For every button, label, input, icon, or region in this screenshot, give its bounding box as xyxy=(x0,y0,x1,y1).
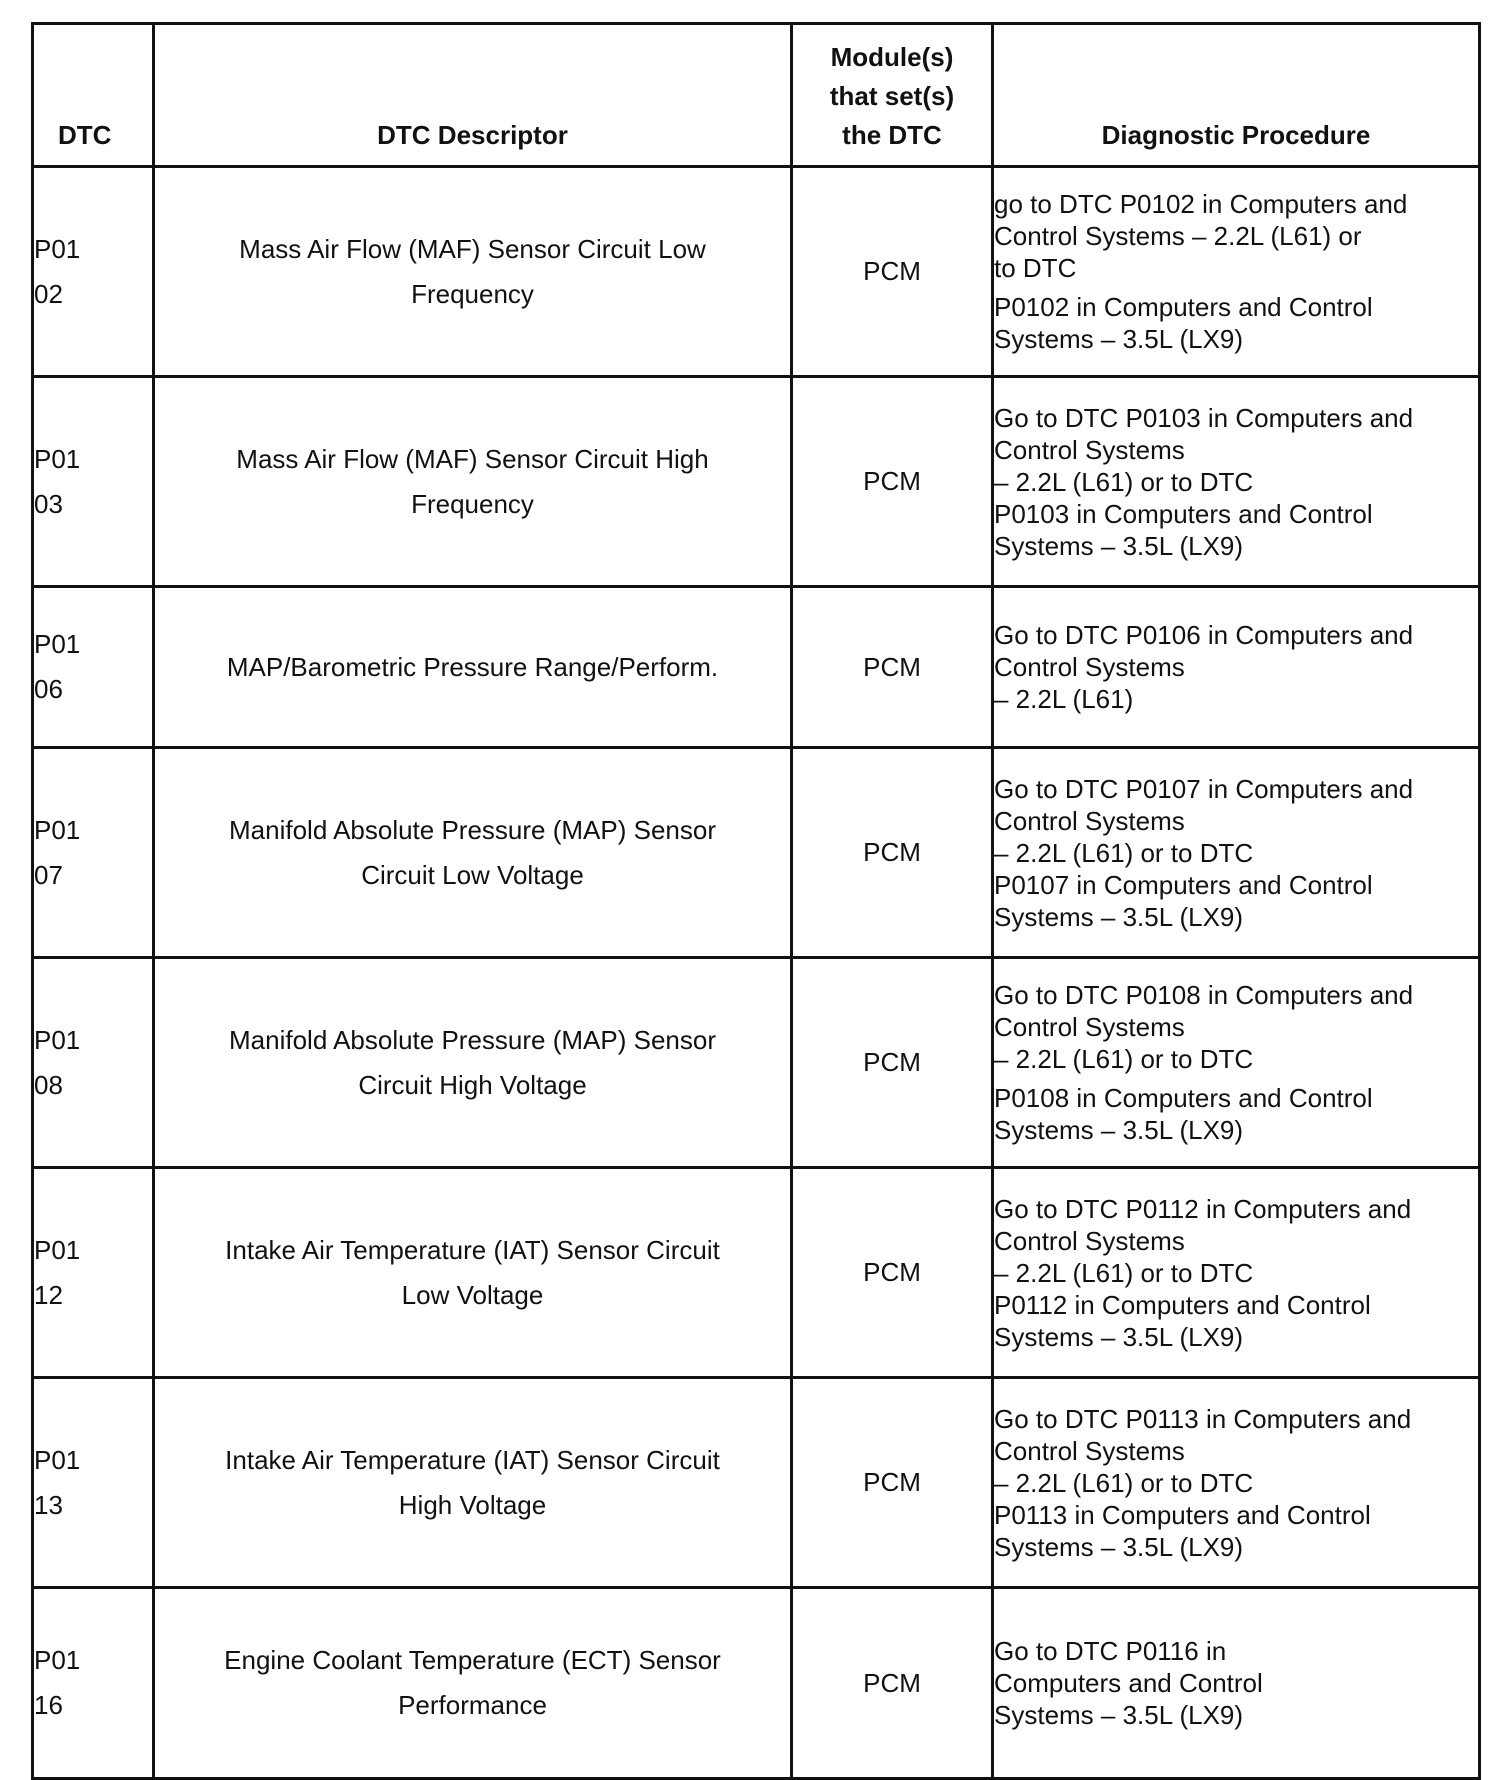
descriptor-line: Mass Air Flow (MAF) Sensor Circuit High xyxy=(236,443,709,474)
procedure-line: Control Systems xyxy=(994,1435,1185,1466)
descriptor-line: Intake Air Temperature (IAT) Sensor Circuit xyxy=(225,1444,720,1475)
header-row xyxy=(33,24,1480,167)
dtc-code-line: 06 xyxy=(34,674,63,704)
dtc-code-line: P01 xyxy=(34,1024,81,1055)
procedure-line: Go to DTC P0116 in xyxy=(994,1636,1227,1666)
procedure-line: P0113 in Computers and Control xyxy=(994,1499,1371,1530)
dtc-code xyxy=(33,958,154,1168)
dtc-code xyxy=(33,1588,154,1779)
dtc-code xyxy=(33,377,154,587)
procedure-line: Systems – 3.5L (LX9) xyxy=(994,901,1244,932)
procedure-line: – 2.2L (L61) or to DTC xyxy=(994,466,1254,497)
procedure-line: P0108 in Computers and Control xyxy=(994,1083,1373,1113)
descriptor-line: Manifold Absolute Pressure (MAP) Sensor xyxy=(229,814,716,845)
dtc-descriptor xyxy=(154,167,792,377)
procedure-line: Control Systems xyxy=(994,434,1185,465)
dtc-code-line: 03 xyxy=(34,488,63,519)
table-row xyxy=(33,1168,1480,1378)
module-cell: PCM xyxy=(792,167,993,377)
descriptor-line: Intake Air Temperature (IAT) Sensor Circuit xyxy=(225,1234,720,1265)
procedure-line: Go to DTC P0107 in Computers and xyxy=(994,773,1414,804)
procedure-cell xyxy=(993,958,1480,1168)
table-row xyxy=(33,958,1480,1168)
dtc-descriptor xyxy=(154,587,792,748)
dtc-code-line: 13 xyxy=(34,1489,63,1520)
procedure-line: Systems – 3.5L (LX9) xyxy=(994,1115,1244,1145)
procedure-line: Go to DTC P0103 in Computers and xyxy=(994,402,1414,433)
table-row xyxy=(33,1588,1480,1779)
procedure-cell xyxy=(993,1588,1480,1779)
dtc-code-line: 12 xyxy=(34,1279,63,1310)
procedure-line: Go to DTC P0106 in Computers and xyxy=(994,620,1414,650)
procedure-cell xyxy=(993,1168,1480,1378)
procedure-line: Computers and Control xyxy=(994,1668,1263,1698)
descriptor-line: Low Voltage xyxy=(401,1279,544,1310)
dtc-code-line: 02 xyxy=(34,278,63,309)
header-procedure: Diagnostic Procedure xyxy=(993,24,1480,167)
header-dtc: DTC xyxy=(33,24,154,167)
module-cell: PCM xyxy=(792,587,993,748)
descriptor-line: Mass Air Flow (MAF) Sensor Circuit Low xyxy=(239,233,706,264)
dtc-descriptor xyxy=(154,1588,792,1779)
procedure-line: Control Systems – 2.2L (L61) or xyxy=(994,221,1362,251)
descriptor-line: Circuit Low Voltage xyxy=(361,859,584,890)
procedure-line: Control Systems xyxy=(994,1012,1185,1042)
procedure-cell xyxy=(993,1378,1480,1588)
procedure-cell xyxy=(993,377,1480,587)
descriptor-line: Circuit High Voltage xyxy=(358,1069,587,1100)
procedure-line: Systems – 3.5L (LX9) xyxy=(994,1700,1244,1730)
procedure-line: Control Systems xyxy=(994,652,1185,682)
header-module xyxy=(792,24,993,167)
procedure-line: P0102 in Computers and Control xyxy=(994,292,1373,322)
dtc-code xyxy=(33,1168,154,1378)
header-module-line: the DTC xyxy=(842,120,942,150)
procedure-line: Go to DTC P0108 in Computers and xyxy=(994,980,1414,1010)
procedure-line: P0107 in Computers and Control xyxy=(994,869,1373,900)
descriptor-line: Frequency xyxy=(411,278,534,309)
dtc-code-line: P01 xyxy=(34,1444,81,1475)
dtc-descriptor xyxy=(154,377,792,587)
descriptor-line: MAP/Barometric Pressure Range/Perform. xyxy=(226,651,719,682)
module-cell: PCM xyxy=(792,958,993,1168)
procedure-line: Go to DTC P0112 in Computers and xyxy=(994,1193,1412,1224)
header-descriptor: DTC Descriptor xyxy=(154,24,792,167)
table-row xyxy=(33,1378,1480,1588)
procedure-line: Control Systems xyxy=(994,1225,1185,1256)
module-cell: PCM xyxy=(792,1588,993,1779)
procedure-line: – 2.2L (L61) or to DTC xyxy=(994,837,1254,868)
module-cell: PCM xyxy=(792,1168,993,1378)
dtc-code-line: P01 xyxy=(34,814,81,845)
dtc-table xyxy=(31,22,1481,1780)
table-row xyxy=(33,748,1480,958)
module-cell: PCM xyxy=(792,377,993,587)
dtc-descriptor xyxy=(154,1168,792,1378)
table-row xyxy=(33,587,1480,748)
dtc-descriptor xyxy=(154,958,792,1168)
descriptor-line: High Voltage xyxy=(398,1489,547,1520)
dtc-code xyxy=(33,587,154,748)
table-row xyxy=(33,377,1480,587)
procedure-line: Go to DTC P0113 in Computers and xyxy=(994,1403,1412,1434)
dtc-code-line: P01 xyxy=(34,1234,81,1265)
descriptor-line: Performance xyxy=(398,1690,547,1720)
dtc-code-line: 08 xyxy=(34,1069,63,1100)
procedure-line: Systems – 3.5L (LX9) xyxy=(994,324,1244,354)
procedure-cell xyxy=(993,587,1480,748)
descriptor-line: Engine Coolant Temperature (ECT) Sensor xyxy=(224,1645,721,1675)
procedure-cell xyxy=(993,748,1480,958)
procedure-line: Control Systems xyxy=(994,805,1185,836)
procedure-line: P0112 in Computers and Control xyxy=(994,1289,1371,1320)
procedure-cell xyxy=(993,167,1480,377)
descriptor-line: Manifold Absolute Pressure (MAP) Sensor xyxy=(229,1024,716,1055)
dtc-code-line: 16 xyxy=(34,1690,63,1720)
procedure-line: P0103 in Computers and Control xyxy=(994,498,1373,529)
procedure-line: – 2.2L (L61) or to DTC xyxy=(994,1257,1254,1288)
dtc-code xyxy=(33,748,154,958)
dtc-code xyxy=(33,167,154,377)
dtc-code-line: P01 xyxy=(34,629,81,659)
procedure-line: Systems – 3.5L (LX9) xyxy=(994,1321,1244,1352)
procedure-line: Systems – 3.5L (LX9) xyxy=(994,1531,1244,1562)
descriptor-line: Frequency xyxy=(411,488,534,519)
header-module-line: that set(s) xyxy=(829,81,955,111)
procedure-line: – 2.2L (L61) or to DTC xyxy=(994,1467,1254,1498)
header-module-line: Module(s) xyxy=(830,42,954,72)
procedure-line: – 2.2L (L61) xyxy=(994,684,1134,714)
dtc-code-line: P01 xyxy=(34,233,81,264)
module-cell: PCM xyxy=(792,748,993,958)
procedure-line: go to DTC P0102 in Computers and xyxy=(994,189,1408,219)
procedure-line: – 2.2L (L61) or to DTC xyxy=(994,1044,1254,1074)
dtc-descriptor xyxy=(154,748,792,958)
procedure-line: to DTC xyxy=(994,253,1077,283)
procedure-line: Systems – 3.5L (LX9) xyxy=(994,530,1244,561)
dtc-code-line: P01 xyxy=(34,1645,81,1675)
module-cell: PCM xyxy=(792,1378,993,1588)
dtc-descriptor xyxy=(154,1378,792,1588)
dtc-code-line: P01 xyxy=(34,443,81,474)
table-row xyxy=(33,167,1480,377)
dtc-code xyxy=(33,1378,154,1588)
dtc-code-line: 07 xyxy=(34,859,63,890)
